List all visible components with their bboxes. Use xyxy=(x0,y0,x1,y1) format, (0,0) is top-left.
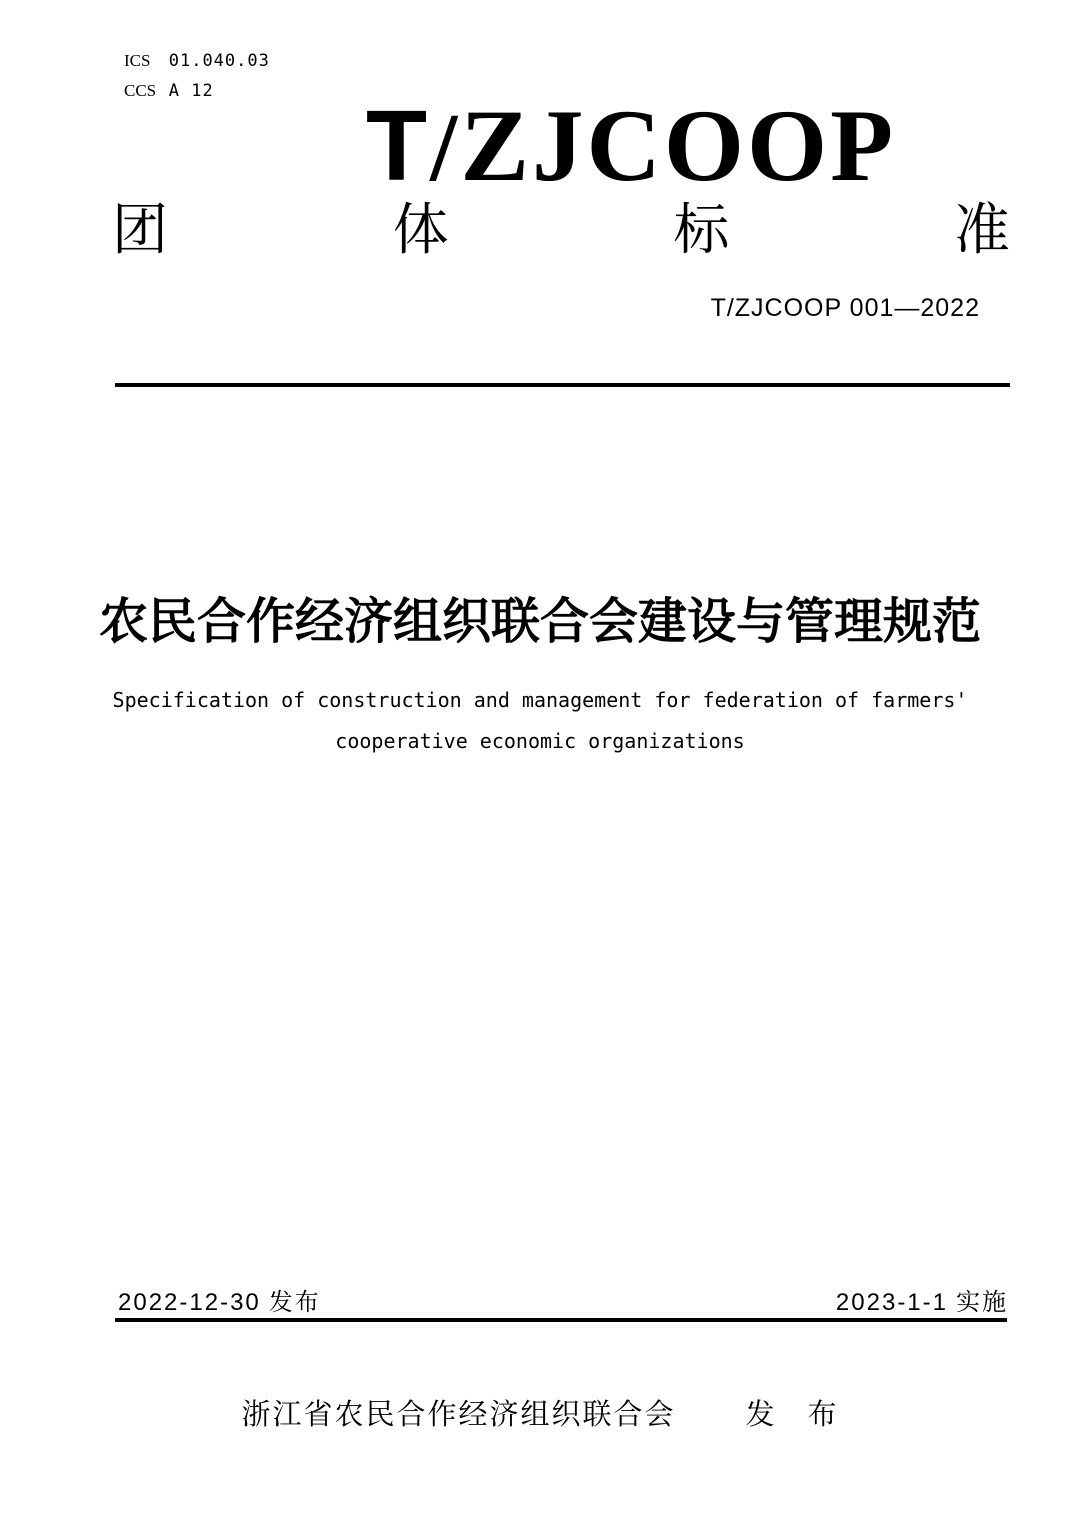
ics-ccs-block xyxy=(124,46,270,106)
standard-type-row xyxy=(112,198,1010,262)
standard-type-char: 标 xyxy=(673,198,730,261)
issue-date-block xyxy=(118,1282,321,1317)
ccs-value: A 12 xyxy=(168,81,214,101)
effective-date: 2023-1-1 xyxy=(835,1289,948,1316)
ccs-label: CCS xyxy=(124,81,157,100)
effective-date-label: 实施 xyxy=(956,1289,1008,1316)
ics-line xyxy=(124,46,270,76)
footer-divider-rule xyxy=(115,1318,1007,1322)
standard-type-char: 体 xyxy=(392,198,449,261)
issue-date: 2022-12-30 xyxy=(118,1289,261,1316)
subtitle-en xyxy=(0,680,1080,762)
ics-label: ICS xyxy=(124,51,151,70)
subtitle-en-line1: Specification of construction and management for federation of farmers' xyxy=(112,688,968,712)
ics-value: 01.040.03 xyxy=(168,51,270,71)
logo-slash: / xyxy=(430,94,458,202)
ccs-line xyxy=(124,76,270,106)
publish-action-label: 发 布 xyxy=(745,1399,839,1431)
issue-date-label: 发布 xyxy=(268,1289,321,1316)
logo-org-code: ZJCOOP xyxy=(460,89,897,203)
logo-letter-t: T xyxy=(366,90,428,202)
main-title-zh: 农民合作经济组织联合会建设与管理规范 xyxy=(98,595,981,649)
publisher-line xyxy=(0,1392,1080,1433)
standard-type-char: 准 xyxy=(953,198,1010,261)
footer-dates-row xyxy=(118,1282,1008,1317)
standard-type-char: 团 xyxy=(112,198,168,261)
standard-org-logo xyxy=(366,90,896,202)
effective-date-block xyxy=(836,1282,1008,1317)
document-number: T/ZJCOOP 001—2022 xyxy=(710,294,980,322)
publisher-name: 浙江省农民合作经济组织联合会 xyxy=(241,1399,676,1431)
subtitle-en-line2: cooperative economic organizations xyxy=(335,729,745,753)
header-divider-rule xyxy=(115,383,1010,387)
